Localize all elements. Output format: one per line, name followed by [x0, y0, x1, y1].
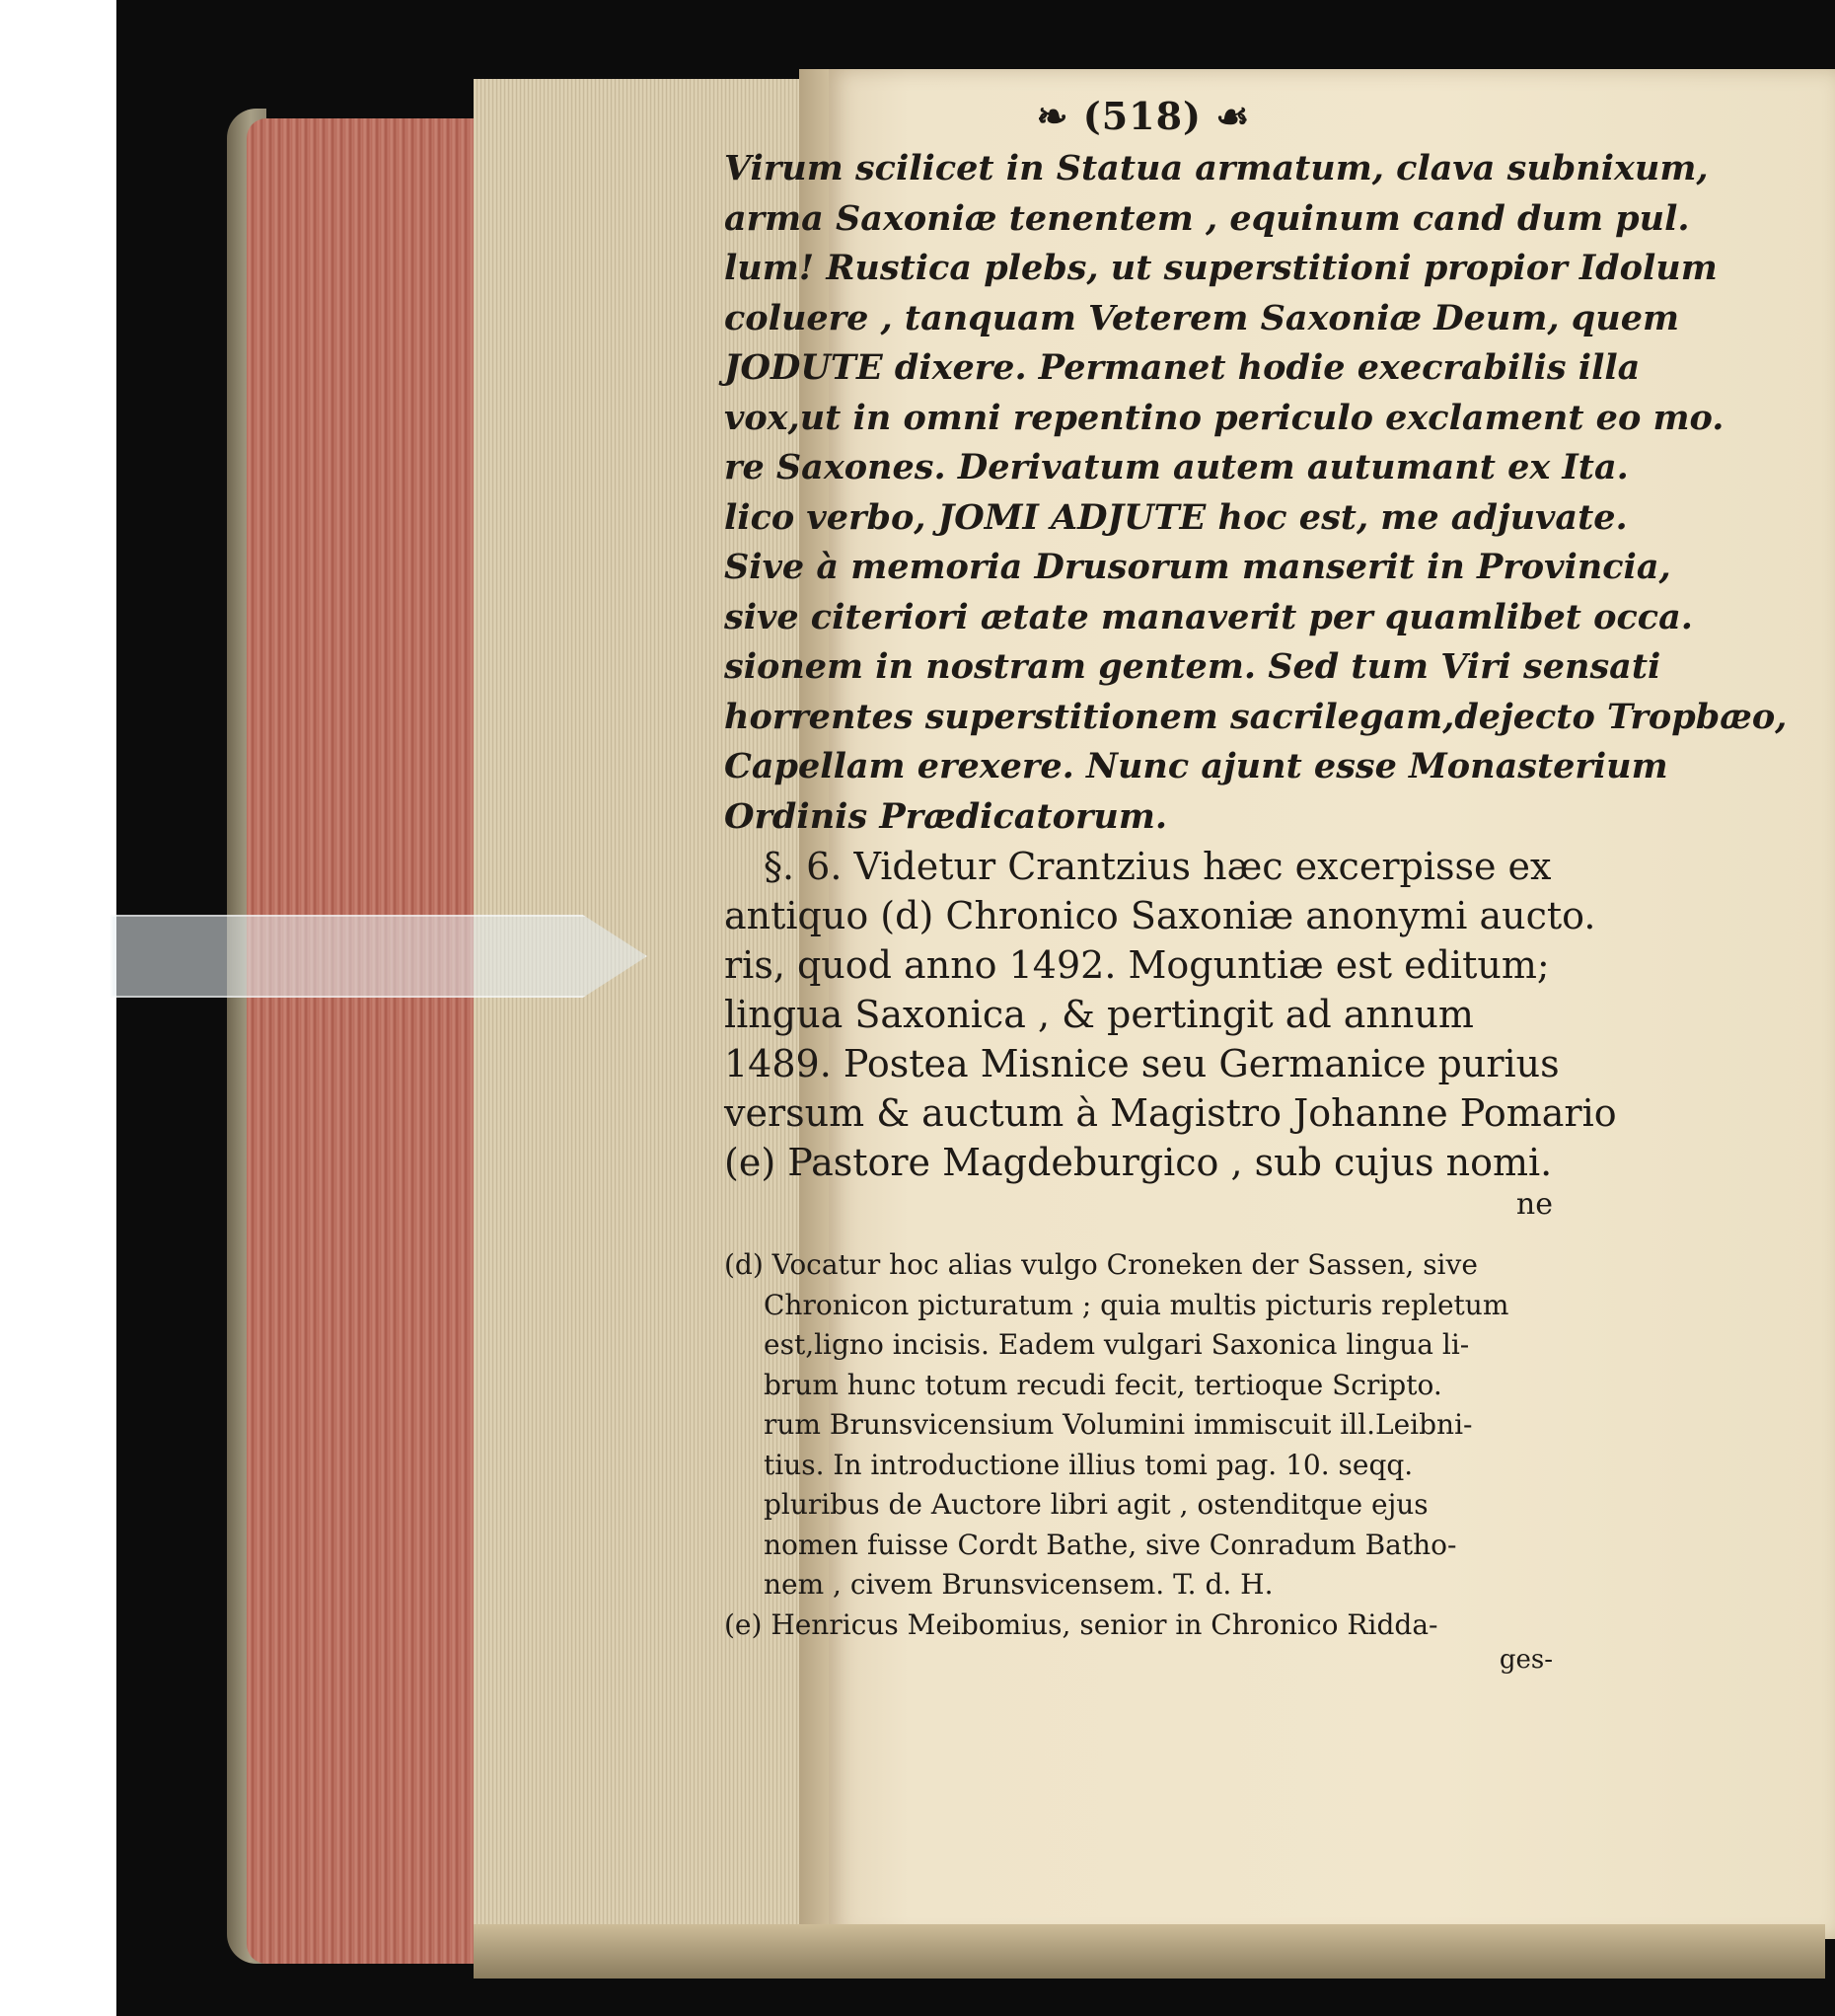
text-line: (e) Pastore Magdeburgico , sub cujus nomi.	[724, 1141, 1553, 1184]
text-line: lingua Saxonica , & pertingit ad annum	[724, 993, 1474, 1036]
left-margin	[0, 0, 116, 2016]
page-number: (518)	[1082, 94, 1203, 138]
page-header	[724, 94, 1563, 138]
text-area	[724, 94, 1788, 1675]
text-line: re Saxones. Derivatum autem autumant ex Ita.	[724, 447, 1629, 487]
text-line: antiquo (d) Chronico Saxoniæ anonymi aucto.	[724, 894, 1596, 937]
text-line: Ordinis Prædicatorum.	[724, 795, 1168, 837]
ornament-left: ❧	[1036, 94, 1069, 138]
text-line: vox,ut in omni repentino periculo exclament eo mo.	[724, 397, 1725, 438]
text-line: sive citeriori ætate manaverit per quamlibet occa.	[724, 596, 1693, 637]
footnote-line: est,ligno incisis. Eadem vulgari Saxonica lingua li-	[764, 1328, 1470, 1361]
text-line: 1489. Postea Misnice seu Germanice purius	[724, 1042, 1560, 1085]
text-line: lico verbo, JOMI ADJUTE hoc est, me adjuvate.	[724, 496, 1628, 538]
footnote-line: nem , civem Brunsvicensem. T. d. H.	[764, 1568, 1274, 1601]
italic-paragraph	[724, 144, 1788, 842]
footnote-line: (d) Vocatur hoc alias vulgo Croneken der Sassen, sive	[724, 1248, 1478, 1281]
bookmark-strip	[110, 915, 647, 998]
footnote-line: Chronicon picturatum ; quia multis picturis repletum	[764, 1288, 1509, 1321]
text-line: arma Saxoniæ tenentem , equinum cand dum pul.	[724, 197, 1690, 239]
footnote-line: nomen fuisse Cordt Bathe, sive Conradum Batho-	[764, 1528, 1457, 1561]
footnote-line: (e) Henricus Meibomius, senior in Chronico Ridda-	[724, 1607, 1438, 1641]
text-line: JODUTE dixere. Permanet hodie execrabilis illa	[724, 347, 1641, 388]
footnotes	[724, 1245, 1563, 1645]
footnote-line: brum hunc totum recudi fecit, tertioque Scripto.	[764, 1368, 1442, 1401]
footnote-line: pluribus de Auctore libri agit , ostenditque ejus	[764, 1488, 1429, 1521]
text-line: lum! Rustica plebs, ut superstitioni propior Idolum	[724, 248, 1718, 288]
section-paragraph	[724, 842, 1617, 1187]
text-line: sionem in nostram gentem. Sed tum Viri sensati	[724, 646, 1661, 687]
catchword: ne	[1515, 1187, 1553, 1222]
ornament-right: ☙	[1215, 94, 1251, 138]
catchword-notes: ges-	[1499, 1645, 1553, 1675]
text-line: Sive à memoria Drusorum manserit in Provincia,	[724, 547, 1671, 587]
page-bottom-edge	[474, 1924, 1825, 1979]
text-line: horrentes superstitionem sacrilegam,dejecto Tropbæo,	[724, 696, 1788, 737]
text-line: Virum scilicet in Statua armatum, clava subnixum,	[724, 148, 1709, 188]
text-line: ris, quod anno 1492. Moguntiæ est editum;	[724, 943, 1550, 987]
footnote-line: rum Brunsvicensium Volumini immiscuit ill.Leibni-	[764, 1408, 1473, 1441]
footnote-line: tius. In introductione illius tomi pag. 10. seqq.	[764, 1448, 1414, 1481]
text-line: coluere , tanquam Veterem Saxoniæ Deum, quem	[724, 297, 1680, 338]
text-line: Capellam erexere. Nunc ajunt esse Monasterium	[724, 746, 1668, 786]
text-line: §. 6. Videtur Crantzius hæc excerpisse ex	[764, 845, 1552, 888]
text-line: versum & auctum à Magistro Johanne Pomario	[724, 1091, 1617, 1135]
